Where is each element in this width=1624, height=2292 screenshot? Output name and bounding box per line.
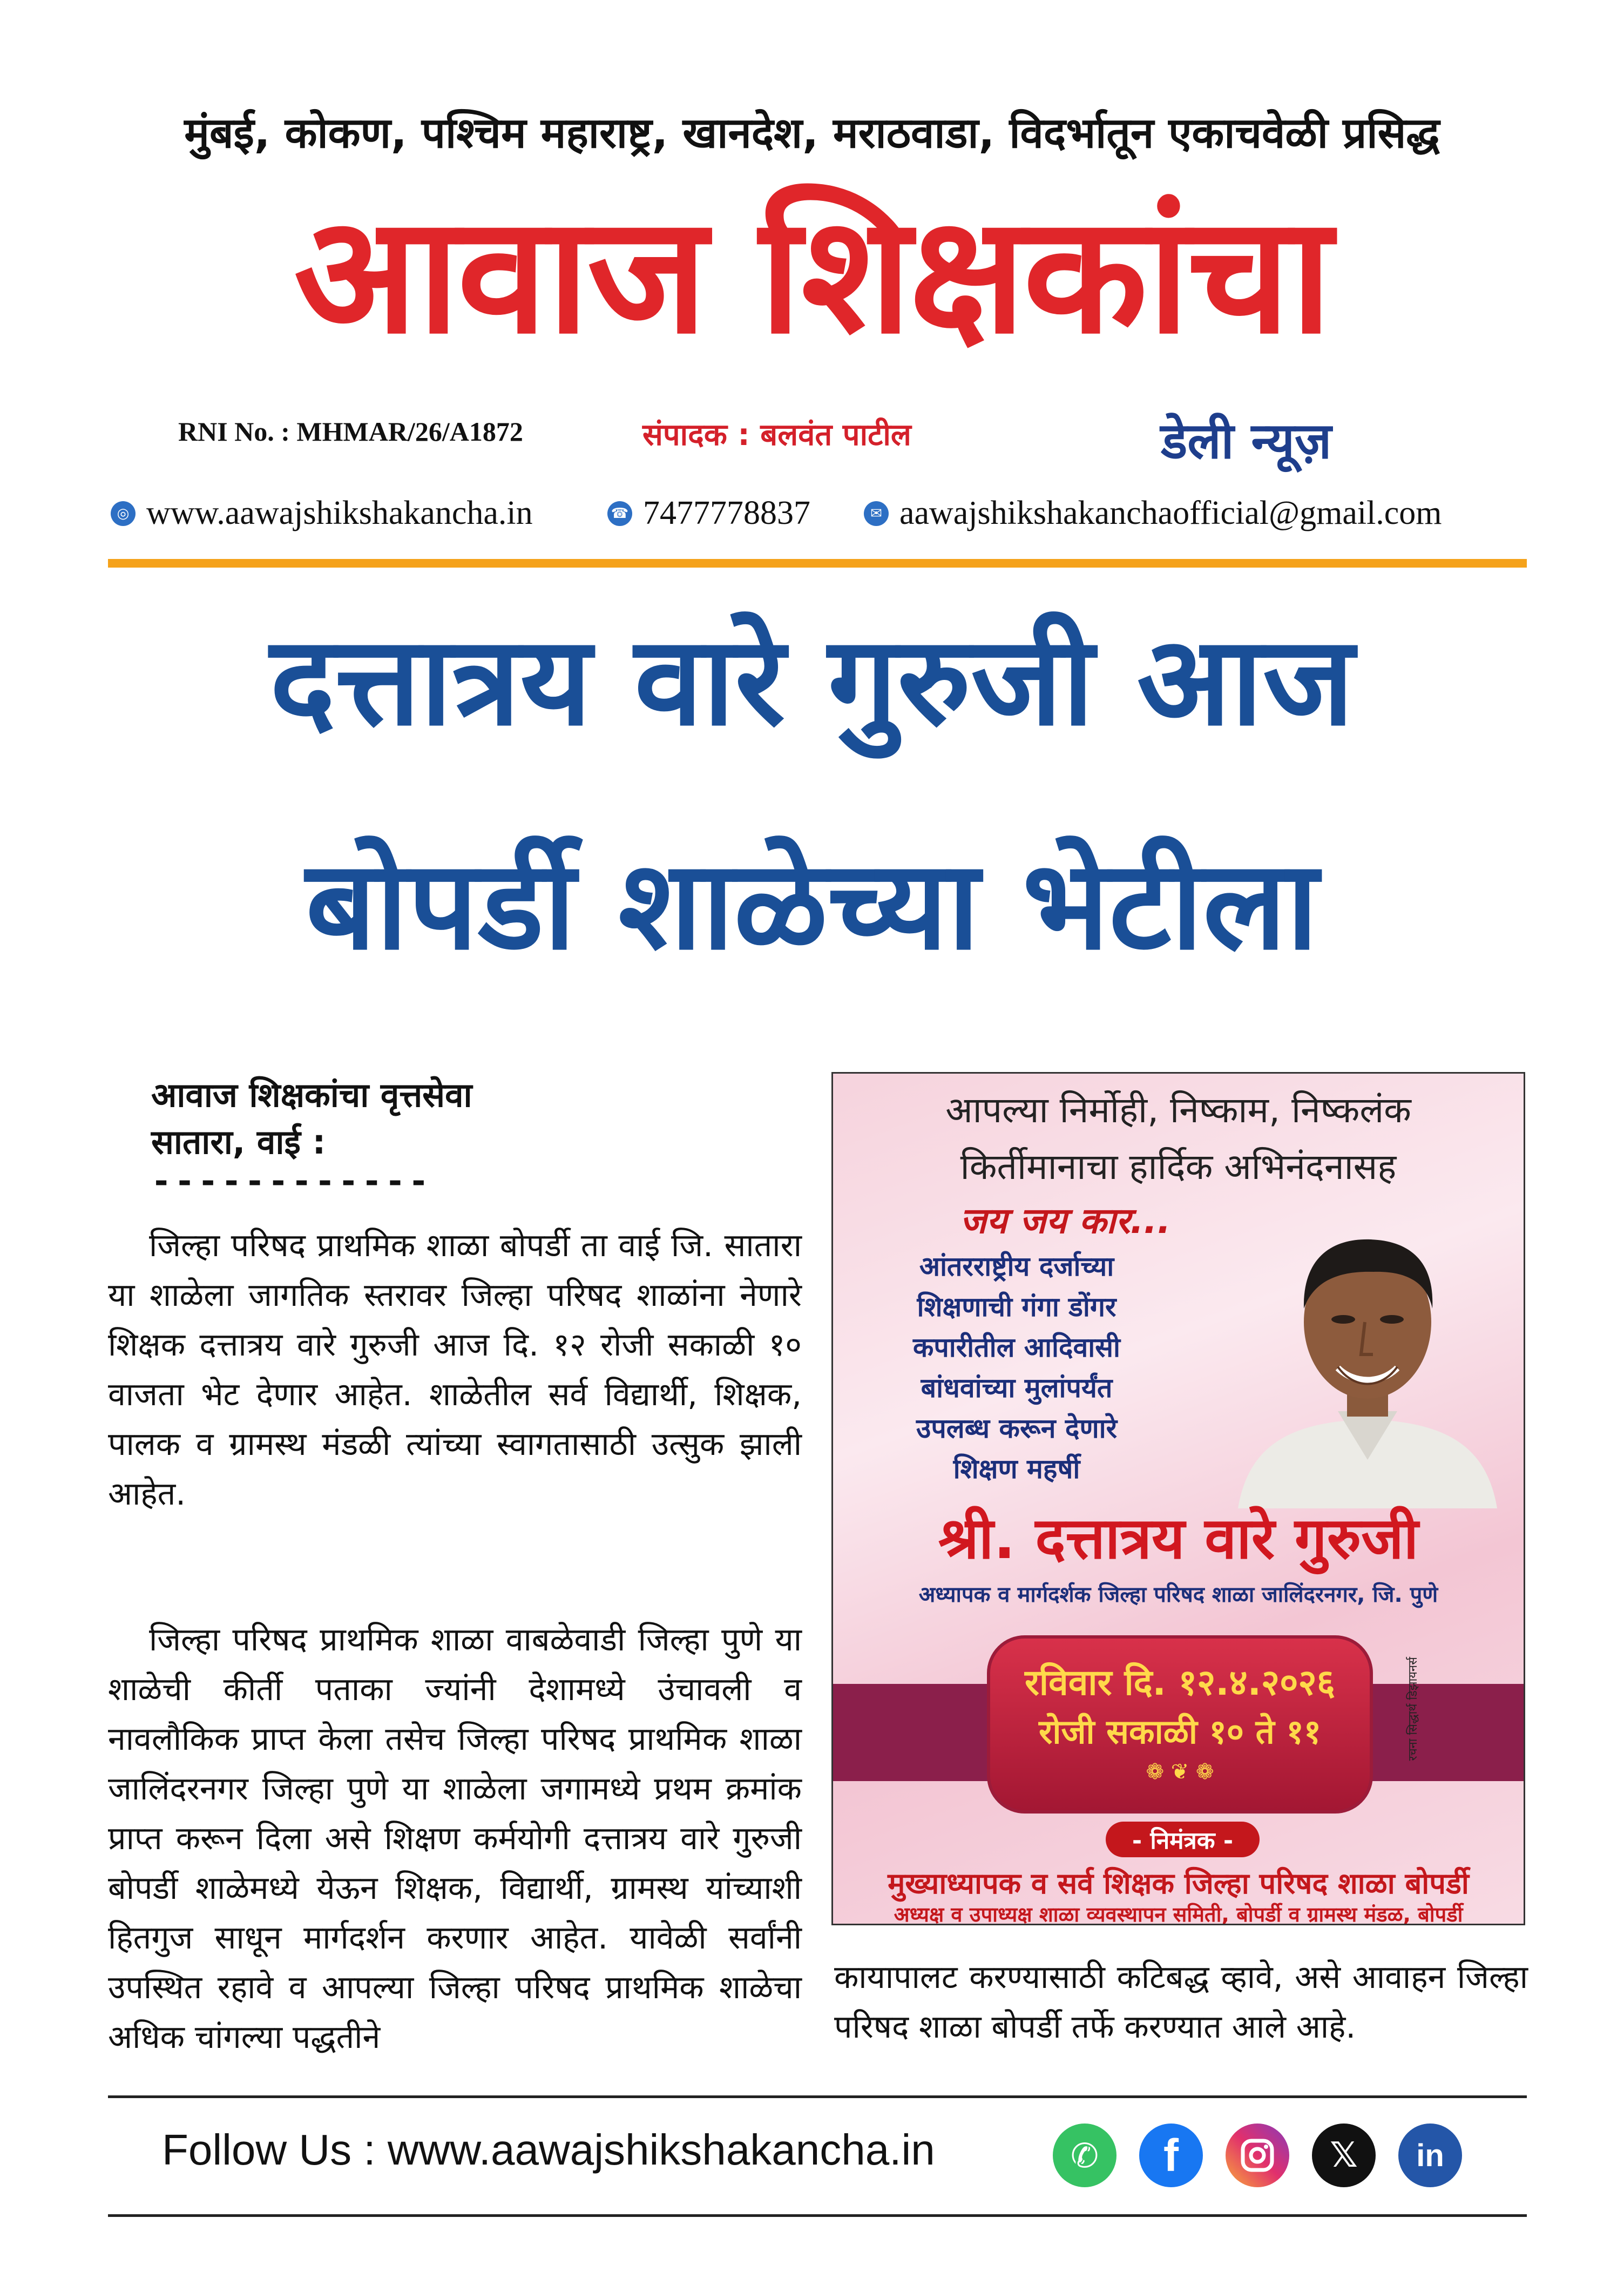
tribute-line: उपलब्ध करून देणारे [916,1413,1118,1444]
poster-jay-jay-kar: जय जय कार... [960,1200,1171,1242]
rni-number: RNI No. : MHMAR/26/A1872 [178,416,523,447]
poster-tribute-lines [865,1246,1168,1489]
headline-line-2: बोपर्डी शाळेच्या भेटीला [306,833,1318,977]
tribute-line: शिक्षणाची गंगा डोंगर [917,1291,1116,1323]
byline-separator: ------------ [151,1161,432,1201]
footer-divider-top [108,2095,1527,2098]
article-paragraph-1: जिल्हा परिषद प्राथमिक शाळा बोपर्डी ता वाई जि. सातारा या शाळेला जागतिक स्तरावर जिल्हा परिषद शाळांना नेणारे शिक्षक दत्तात्रय वारे गुरुजी आज दि. १२ रोजी सकाळी १० वाजता भेट देणार आहेत. शाळेतील सर्व विद्यार्थी, शिक्षक, पालक व ग्रामस्थ मंडळी त्यांच्या स्वागतासाठी उत्सुक झाली आहेत. [108,1226,802,1512]
poster-invite-label: - निमंत्रक - [1106,1822,1260,1857]
globe-icon: ◎ [111,501,136,526]
article-byline [151,1072,472,1166]
facebook-icon[interactable]: f [1139,2124,1203,2187]
contact-website[interactable] [111,494,533,532]
x-icon[interactable]: 𝕏 [1312,2124,1376,2187]
poster-honoree-designation: अध्यापक व मार्गदर्शक जिल्हा परिषद शाळा जालिंदरनगर, जि. पुणे [918,1582,1438,1607]
poster-inviter-line-1: मुख्याध्यापक व सर्व शिक्षक जिल्हा परिषद शाळा बोपर्डी [888,1866,1469,1900]
mail-icon: ✉ [864,501,889,526]
poster-honoree-name: श्री. दत्तात्रय वारे गुरुजी [938,1505,1419,1572]
article-paragraph-3: कायापालट करण्यासाठी कटिबद्ध व्हावे, असे आवाहन जिल्हा परिषद शाळा बोपर्डी तर्फे करण्यात आले आहे. [834,1958,1528,2045]
contact-phone[interactable] [607,494,810,532]
follow-us-link[interactable]: Follow Us : www.aawajshikshakancha.in [162,2126,935,2174]
editor-name: संपादक : बलवंत पाटील [642,417,911,453]
poster-heading-1: आपल्या निर्मोही, निष्काम, निष्कलंक [945,1089,1411,1131]
tribute-line: शिक्षण महर्षी [953,1453,1080,1485]
tribute-line: कपारीतील आदिवासी [912,1332,1120,1363]
poster-event-date: रविवार दि. १२.४.२०२६ [1024,1662,1336,1703]
phone-text: 7477778837 [643,495,810,531]
tribute-line: बांधवांच्या मुलांपर्यंत [921,1372,1113,1404]
guruji-portrait-photo [1227,1206,1508,1508]
headline-line-1: दत्तात्रय वारे गुरुजी आज [269,609,1355,753]
article-source: आवाज शिक्षकांचा वृत्तसेवा [151,1075,472,1115]
poster-event-time: रोजी सकाळी १० ते ११ [1039,1712,1321,1751]
header-divider [108,559,1527,568]
email-text: aawajshikshakanchaofficial@gmail.com [899,495,1442,531]
poster-design-credit: रचना सिद्धार्थ डिझायनर्स [1406,1657,1420,1761]
event-poster [831,1072,1525,1925]
tribute-line: आंतरराष्ट्रीय दर्जाच्या [919,1251,1114,1282]
contact-email[interactable] [864,494,1442,532]
masthead-tagline: मुंबई, कोकण, पश्चिम महाराष्ट्र, खानदेश, मराठवाडा, विदर्भातून एकाचवेळी प्रसिद्ध [184,109,1440,158]
linkedin-icon[interactable]: in [1398,2124,1462,2187]
poster-heading-2: किर्तीमानाचा हार्दिक अभिनंदनासह [960,1146,1397,1188]
phone-icon: ☎ [607,501,632,526]
ornament-icon: ❁ ❦ ❁ [1146,1760,1214,1784]
whatsapp-icon[interactable]: ✆ [1053,2124,1116,2187]
newspaper-title: आवाज शिक्षकांचा [294,181,1330,369]
instagram-icon[interactable] [1226,2124,1289,2187]
edition-label: डेली न्यूज़ [1161,412,1332,470]
website-text: www.aawajshikshakancha.in [146,495,533,531]
article-paragraph-2: जिल्हा परिषद प्राथमिक शाळा वाबळेवाडी जिल्हा पुणे या शाळेची कीर्ती पताका ज्यांनी देशामध्ये उंचावली व नावलौकिक प्राप्त केला तसेच जिल्हा परिषद प्राथमिक शाळा जालिंदरनगर जिल्हा पुणे या शाळेला जगामध्ये प्रथम क्रमांक प्राप्त करून दिला असे शिक्षण कर्मयोगी दत्तात्रय वारे गुरुजी बोपर्डी शाळेमध्ये येऊन शिक्षक, विद्यार्थी, ग्रामस्थ यांच्याशी हितगुज साधून मार्गदर्शन करणार आहेत. यावेळी सर्वांनी उपस्थित रहावे व आपल्या जिल्हा परिषद प्राथमिक शाळेचा अधिक चांगल्या पद्धतीने [108,1621,802,2055]
article-dateline: सातारा, वाई : [151,1122,326,1162]
instagram-glyph [1239,2136,1276,2174]
poster-inviter-line-2: अध्यक्ष व उपाध्यक्ष शाळा व्यवस्थापन समिती, बोपर्डी व ग्रामस्थ मंडळ, बोपर्डी [894,1903,1463,1925]
footer-divider-bottom [108,2214,1527,2217]
